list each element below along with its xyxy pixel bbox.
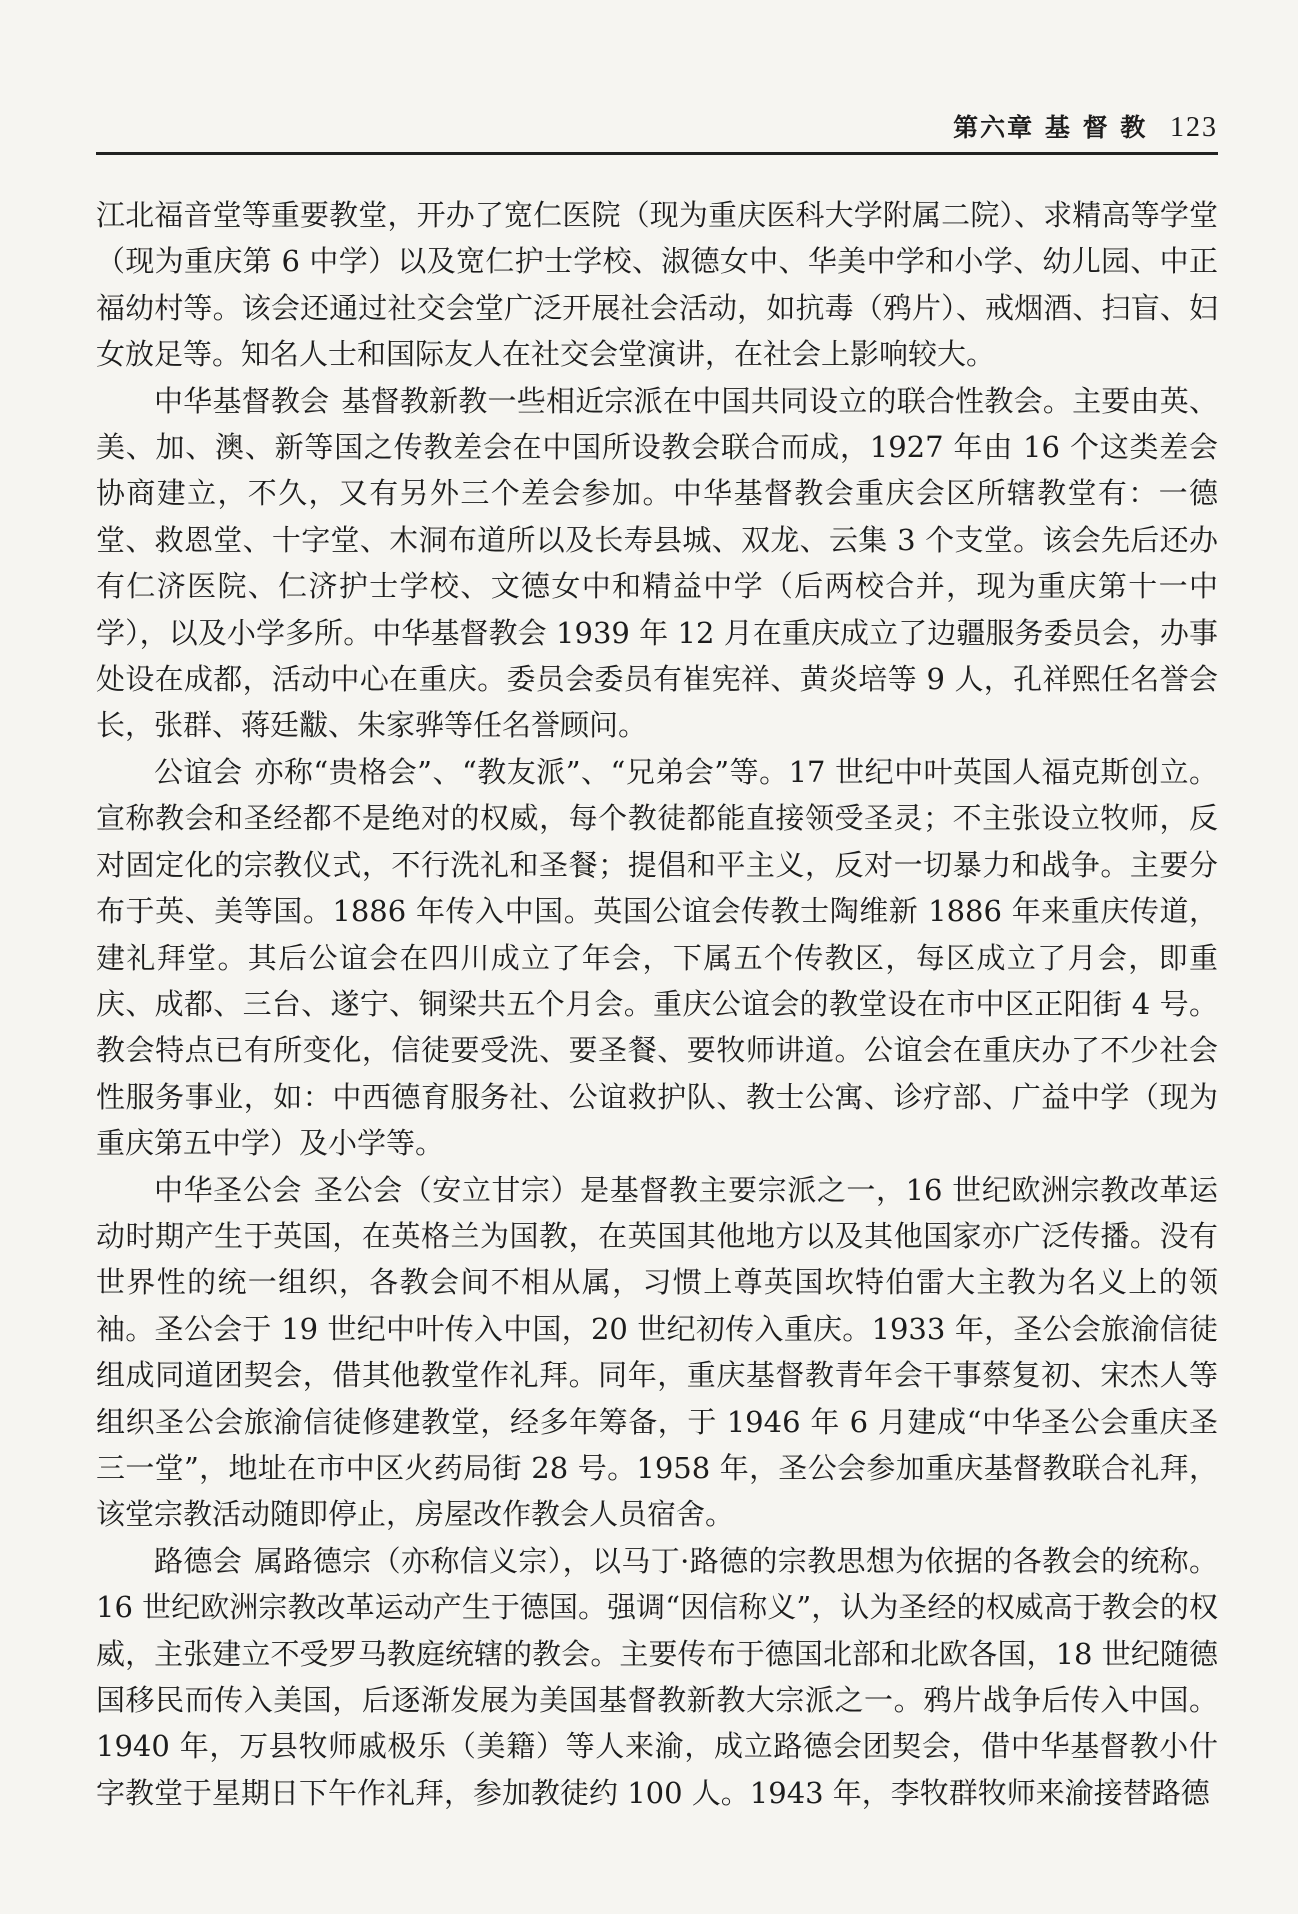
paragraph-text: 基督教新教一些相近宗派在中国共同设立的联合性教会。主要由英、美、加、澳、新等国之传教差会在中国所设教会联合而成，1927 年由 16 个这类差会协商建立，不久，又有另外三个差会参加。中华基督教会重庆会区所辖教堂有：一德堂、救恩堂、十字堂、木洞布道所以及长寿县城、双龙、云集 3 个支堂。该会先后还办有仁济医院、仁济护士学校、文德女中和精益中学（后两校合并，现为重庆第十一中学），以及小学多所。中华基督教会 1939 年 12 月在重庆成立了边疆服务委员会，办事处设在成都，活动中心在重庆。委员会委员有崔宪祥、黄炎培等 9 人，孔祥熙任名誉会长，张群、蒋廷黻、朱家骅等任名誉顾问。 [96,383,1218,743]
entry-term: 公谊会 [154,754,243,789]
entry-term: 中华基督教会 [154,383,330,418]
paragraph-shenggonghui [96,1167,1218,1538]
paragraph-zhonghua-jidujiaohui [96,378,1218,749]
page-body [96,192,1218,1816]
running-header [96,108,1218,155]
entry-term: 路德会 [154,1543,243,1578]
page-number: 123 [1170,112,1218,143]
paragraph-continuation [96,192,1218,378]
paragraph-text: 属路德宗（亦称信义宗），以马丁·路德的宗教思想为依据的各教会的统称。16 世纪欧洲宗教改革运动产生于德国。强调“因信称义”，认为圣经的权威高于教会的权威，主张建立不受罗马教庭统辖的教会。主要传布于德国北部和北欧各国，18 世纪随德国移民而传入美国，后逐渐发展为美国基督教新教大宗派之一。鸦片战争后传入中国。1940 年，万县牧师戚极乐（美籍）等人来渝，成立路德会团契会，借中华基督教小什字教堂于星期日下午作礼拜，参加教徒约 100 人。1943 年，李牧群牧师来渝接替路德 [96,1543,1218,1810]
paragraph-gongyihui [96,749,1218,1167]
chapter-title: 第六章 基 督 教 [953,113,1148,142]
paragraph-text: 亦称“贵格会”、“教友派”、“兄弟会”等。17 世纪中叶英国人福克斯创立。宣称教会和圣经都不是绝对的权威，每个教徒都能直接领受圣灵；不主张设立牧师，反对固定化的宗教仪式，不行洗礼和圣餐；提倡和平主义，反对一切暴力和战争。主要分布于英、美等国。1886 年传入中国。英国公谊会传教士陶维新 1886 年来重庆传道，建礼拜堂。其后公谊会在四川成立了年会，下属五个传教区，每区成立了月会，即重庆、成都、三台、遂宁、铜梁共五个月会。重庆公谊会的教堂设在市中区正阳街 4 号。教会特点已有所变化，信徒要受洗、要圣餐、要牧师讲道。公谊会在重庆办了不少社会性服务事业，如：中西德育服务社、公谊救护队、教士公寓、诊疗部、广益中学（现为重庆第五中学）及小学等。 [96,754,1218,1161]
paragraph-text: 圣公会（安立甘宗）是基督教主要宗派之一，16 世纪欧洲宗教改革运动时期产生于英国，在英格兰为国教，在英国其他地方以及其他国家亦广泛传播。没有世界性的统一组织，各教会间不相从属，习惯上尊英国坎特伯雷大主教为名义上的领袖。圣公会于 19 世纪中叶传入中国，20 世纪初传入重庆。1933 年，圣公会旅渝信徒组成同道团契会，借其他教堂作礼拜。同年，重庆基督教青年会干事蔡复初、宋杰人等组织圣公会旅渝信徒修建教堂，经多年筹备，于 1946 年 6 月建成“中华圣公会重庆圣三一堂”，地址在市中区火药局街 28 号。1958 年，圣公会参加重庆基督教联合礼拜，该堂宗教活动随即停止，房屋改作教会人员宿舍。 [96,1172,1218,1532]
paragraph-ludehui [96,1538,1218,1816]
entry-term: 中华圣公会 [154,1172,302,1207]
paragraph-text: 江北福音堂等重要教堂，开办了宽仁医院（现为重庆医科大学附属二院）、求精高等学堂（现为重庆第 6 中学）以及宽仁护士学校、淑德女中、华美中学和小学、幼儿园、中正福幼村等。该会还通过社交会堂广泛开展社会活动，如抗毒（鸦片）、戒烟酒、扫盲、妇女放足等。知名人士和国际友人在社交会堂演讲，在社会上影响较大。 [96,198,1218,372]
